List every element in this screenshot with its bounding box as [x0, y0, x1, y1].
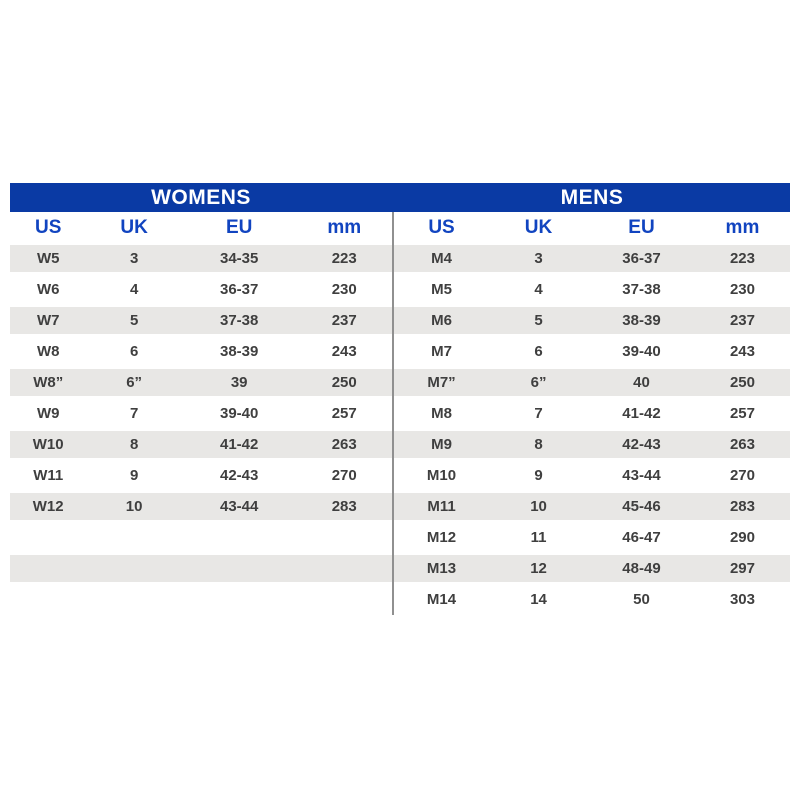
table-cell: 12 [530, 560, 547, 577]
table-row [394, 336, 790, 367]
table-cell: 38-39 [622, 312, 661, 329]
table-cell: M4 [431, 250, 452, 267]
table-cell [10, 522, 86, 553]
table-cell: 9 [129, 467, 139, 484]
table-cell: 6 [534, 343, 543, 360]
table-cell: 290 [729, 529, 755, 546]
table-cell: W12 [32, 498, 64, 515]
table-cell: M11 [427, 498, 456, 515]
table-cell: 36-37 [220, 281, 259, 298]
table-cell [296, 555, 392, 582]
table-cell: M12 [426, 529, 457, 546]
tables-container [10, 212, 790, 615]
table-row [10, 553, 392, 584]
table-cell: 230 [331, 281, 357, 298]
table-cell: M6 [431, 312, 452, 329]
table-cell: 14 [530, 591, 547, 608]
table-cell: 297 [729, 560, 755, 577]
womens-banner-title: WOMENS [151, 185, 251, 209]
table-row [10, 305, 392, 336]
table-cell: 41-42 [622, 405, 661, 422]
table-cell: 223 [729, 250, 755, 267]
table-cell [182, 555, 297, 582]
table-row [10, 584, 392, 615]
table-cell: 37-38 [622, 281, 661, 298]
table-row [394, 522, 790, 553]
table-cell: 263 [729, 436, 755, 453]
table-row [394, 460, 790, 491]
table-cell: 270 [331, 467, 357, 484]
table-cell: 10 [530, 498, 547, 515]
table-cell: 237 [729, 312, 755, 329]
table-cell [182, 522, 297, 553]
table-cell: 5 [534, 312, 543, 329]
table-cell: 6 [129, 343, 139, 360]
table-cell: 270 [729, 467, 755, 484]
column-header-row [10, 212, 392, 243]
table-cell [296, 522, 392, 553]
table-cell: 42-43 [220, 467, 259, 484]
table-cell: M13 [426, 560, 457, 577]
table-cell: M7” [427, 374, 456, 391]
column-header: US [428, 216, 455, 238]
column-header-row [394, 212, 790, 243]
table-cell: 257 [729, 405, 755, 422]
column-header: US [34, 216, 62, 238]
table-row [394, 305, 790, 336]
table-cell: 7 [129, 405, 139, 422]
table-cell: W11 [33, 467, 64, 484]
table-row [10, 491, 392, 522]
table-cell: M5 [431, 281, 452, 298]
table-cell: 41-42 [220, 436, 259, 453]
table-row [10, 367, 392, 398]
mens-banner-title: MENS [560, 185, 624, 209]
table-cell: 34-35 [220, 250, 259, 267]
table-cell: W9 [36, 405, 60, 422]
column-header: UK [524, 216, 553, 238]
table-row [10, 460, 392, 491]
table-cell: 223 [331, 250, 357, 267]
table-cell: 250 [729, 374, 755, 391]
column-header: mm [725, 216, 760, 238]
table-cell: 5 [129, 312, 139, 329]
table-cell: 42-43 [622, 436, 661, 453]
table-cell: W6 [36, 281, 60, 298]
table-cell: 8 [129, 436, 139, 453]
table-cell [10, 584, 86, 615]
table-cell: W10 [32, 436, 64, 453]
table-cell: W8” [33, 374, 64, 391]
table-cell: 6” [530, 374, 547, 391]
table-cell: 3 [534, 250, 543, 267]
table-cell: 10 [125, 498, 143, 515]
table-cell: 43-44 [220, 498, 259, 515]
table-cell: 43-44 [622, 467, 661, 484]
table-row [394, 553, 790, 584]
table-row [10, 274, 392, 305]
table-cell: 4 [129, 281, 139, 298]
table-cell: 283 [729, 498, 755, 515]
table-cell: 7 [534, 405, 543, 422]
table-row [394, 429, 790, 460]
table-cell [10, 555, 86, 582]
table-row [394, 584, 790, 615]
table-cell: 243 [331, 343, 357, 360]
table-cell: M8 [431, 405, 452, 422]
table-row [394, 243, 790, 274]
table-row [10, 336, 392, 367]
column-header: mm [327, 216, 362, 238]
table-cell: 237 [331, 312, 357, 329]
table-cell: M7 [431, 343, 452, 360]
banner [10, 183, 790, 212]
table-cell [86, 522, 182, 553]
table-cell: 257 [331, 405, 357, 422]
table-cell: 40 [633, 374, 650, 391]
table-row [10, 522, 392, 553]
mens-table [394, 212, 790, 615]
table-cell: W5 [36, 250, 60, 267]
table-cell: 38-39 [220, 343, 259, 360]
table-row [10, 243, 392, 274]
table-cell: 37-38 [220, 312, 259, 329]
table-cell: 36-37 [622, 250, 661, 267]
table-cell: 11 [530, 529, 547, 546]
table-cell: 9 [534, 467, 543, 484]
table-cell: 48-49 [622, 560, 661, 577]
womens-table [10, 212, 392, 615]
column-header: UK [120, 216, 148, 238]
table-row [394, 398, 790, 429]
table-cell: M10 [426, 467, 457, 484]
column-header: EU [628, 216, 655, 238]
table-cell: W7 [36, 312, 60, 329]
table-row [10, 398, 392, 429]
table-cell [182, 584, 297, 615]
table-cell: 230 [729, 281, 755, 298]
table-cell: 3 [129, 250, 139, 267]
table-cell: 6” [126, 374, 143, 391]
table-cell [86, 584, 182, 615]
table-cell: 303 [729, 591, 755, 608]
table-cell [86, 555, 182, 582]
table-row [394, 274, 790, 305]
table-cell: 250 [331, 374, 357, 391]
table-cell: 39-40 [622, 343, 661, 360]
table-row [394, 491, 790, 522]
table-cell: 4 [534, 281, 543, 298]
table-cell: 45-46 [622, 498, 661, 515]
size-chart [10, 183, 790, 615]
table-cell: 8 [534, 436, 543, 453]
table-cell: 263 [331, 436, 357, 453]
table-cell: W8 [36, 343, 60, 360]
table-cell: M9 [431, 436, 452, 453]
table-row [10, 429, 392, 460]
table-cell: M14 [426, 591, 457, 608]
column-header: EU [225, 216, 253, 238]
table-cell: 283 [331, 498, 357, 515]
table-cell: 50 [633, 591, 650, 608]
table-cell: 46-47 [622, 529, 661, 546]
table-cell [296, 584, 392, 615]
table-cell: 243 [729, 343, 755, 360]
table-cell: 39 [230, 374, 248, 391]
table-cell: 39-40 [220, 405, 259, 422]
table-row [394, 367, 790, 398]
